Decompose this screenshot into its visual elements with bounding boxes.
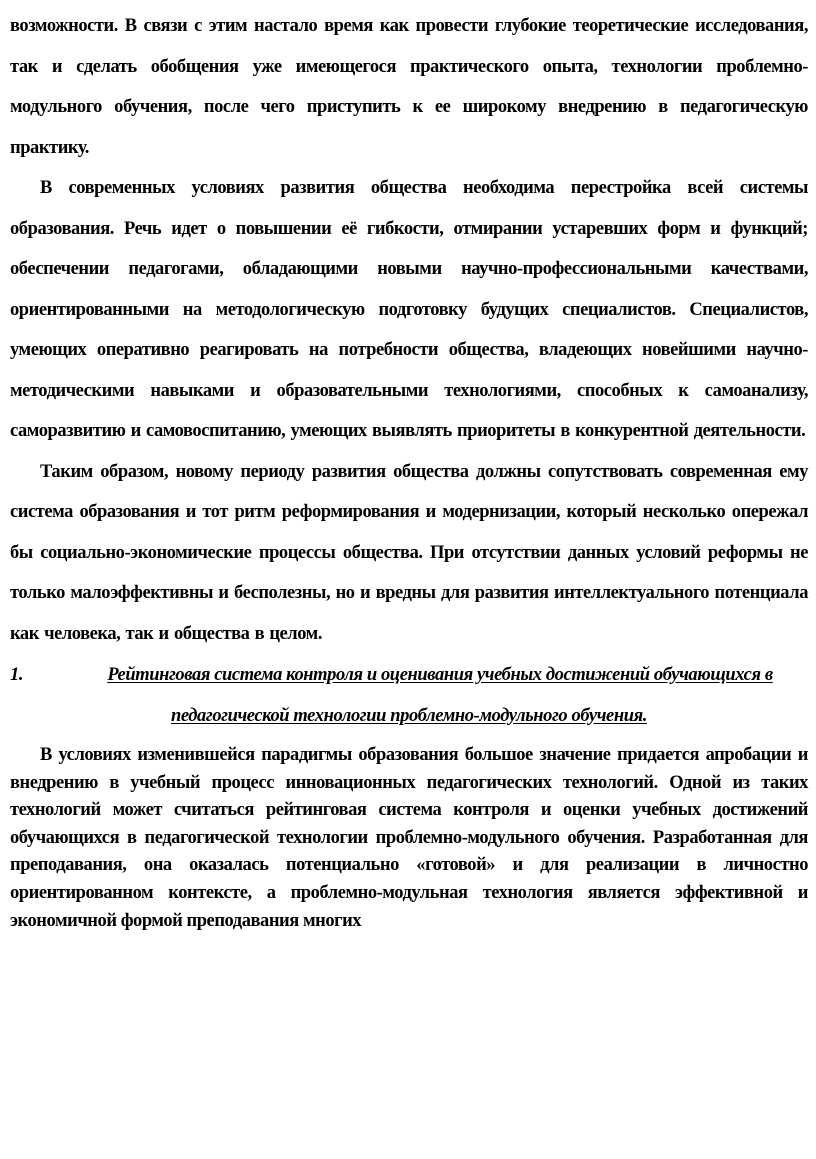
paragraph-conclusion: Таким образом, новому периоду развития общества должны сопутствовать современная ему система образования и тот ритм реформирования и модернизации, который несколько опережал бы социально-экономические процессы общества. При отсутствии данных условий реформы не только малоэффективны и бесполезны, но и вредны для развития интеллектуального потенциала как человека, так и общества в целом.: [10, 461, 808, 644]
paragraph-after-heading: В условиях изменившейся парадигмы образования большое значение придается апробации и внедрению в учебный процесс инновационных педагогических технологий. Одной из таких технологий может считаться рейтинговая система контроля и оценки учебных достижений обучающихся в педагогической технологии проблемно-модульного обучения. Разработанная для преподавания, она оказалась потенциально «готовой» и для реализации в личностно ориентированном контексте, а проблемно-модульная технология является эффективной и экономичной формой преподавания многих: [10, 745, 808, 931]
paragraph-modern-conditions: В современных условиях развития общества необходима перестройка всей системы образования. Речь идет о повышении её гибкости, отмирании устаревших форм и функций; обеспечении педагогами, обладающими новыми научно-профессиональными качествами, ориентированными на методологическую подготовку будущих специалистов. Специалистов, умеющих оперативно реагировать на потребности общества, владеющих новейшими научно-методическими навыками и образовательными технологиями, способных к самоанализу, саморазвитию и самовоспитанию, умеющих выявлять приоритеты в конкурентной деятельности.: [10, 178, 808, 441]
section-heading: [10, 655, 808, 736]
paragraph-continuation: возможности. В связи с этим настало время как провести глубокие теоретические исследования, так и сделать обобщения уже имеющегося практического опыта, технологии проблемно-модульного обучения, после чего приступить к ее широкому внедрению в педагогическую практику.: [10, 16, 808, 158]
section-number: 1.: [10, 665, 24, 685]
section-title: Рейтинговая система контроля и оценивания учебных достижений обучающихся в педагогической технологии проблемно-модульного обучения.: [107, 665, 773, 726]
